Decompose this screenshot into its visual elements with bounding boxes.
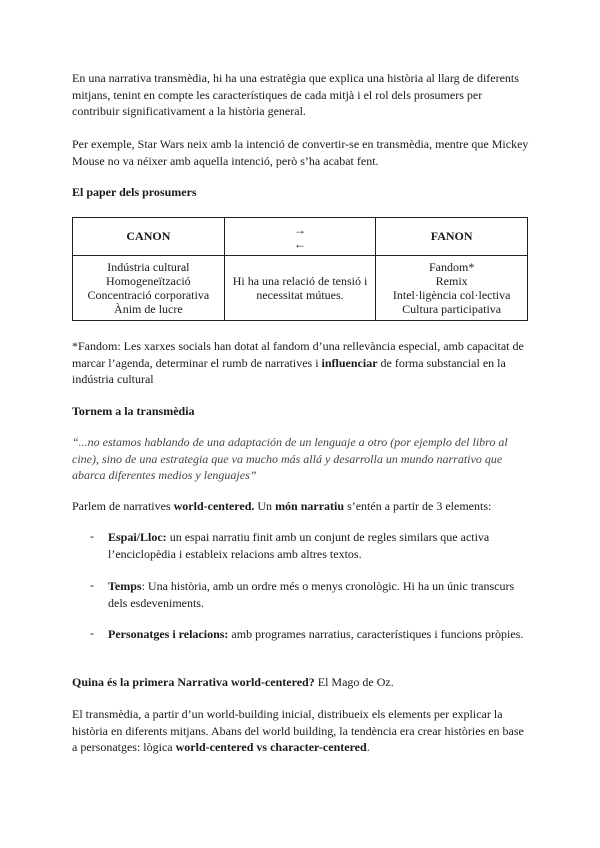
list-item-espai: - Espai/Lloc: un espai narratiu finit amb un conjunt de regles similars que activa l’enciclopèdia i estableix relacions amb altres textos. [90, 529, 490, 561]
first-narrative-question: Quina és la primera Narrativa world-centered? El Mago de Oz. [72, 675, 394, 689]
arrow-right-icon: → [294, 222, 307, 237]
list-item: Indústria cultural [107, 260, 190, 274]
table-cell-relation: Hi ha una relació de tensió i necessitat mútues. [224, 256, 376, 321]
section-heading-transmedia: Tornem a la transmèdia [72, 404, 195, 418]
canon-fanon-table [72, 217, 528, 321]
list-item-personatges: - Personatges i relacions: amb programes narratius, característiques i funcions pròpies. [90, 626, 524, 641]
list-item: Fandom* [428, 260, 475, 274]
table-head-fanon: FANON [376, 218, 528, 256]
closing-paragraph: El transmèdia, a partir d’un world-building inicial, distribueix els elements per explicar la història en diferents mitjans. Abans del world building, la tendència era crear històries en base a personatges: lògica world-centered vs character-centered. [72, 707, 524, 754]
arrow-left-icon: ← [294, 236, 307, 251]
list-item: Homogeneïtzació [106, 274, 191, 288]
list-item: Cultura participativa [402, 302, 502, 316]
intro-paragraph-1: En una narrativa transmèdia, hi ha una estratègia que explica una història al llarg de diferents mitjans, tenint en compte les característiques de cada mitjà i el rol dels prosumers per contribuir significativament a la història general. [72, 71, 519, 118]
intro-paragraph-2: Per exemple, Star Wars neix amb la intenció de convertir-se en transmèdia, mentre que Mickey Mouse no va néixer amb aquella intenció, però s’ha acabat fent. [72, 137, 529, 168]
world-centered-paragraph: Parlem de narratives world-centered. Un món narratiu s’entén a partir de 3 elements: [72, 499, 492, 513]
table-cell-fanon-list [376, 256, 528, 321]
table-head-arrows [224, 218, 376, 256]
list-item-temps: - Temps: Una història, amb un ordre més o menys cronològic. Hi ha un únic transcurs dels esdeveniments. [90, 578, 515, 610]
list-item: Ànim de lucre [114, 302, 183, 316]
list-item: Concentració corporativa [87, 288, 210, 302]
list-item: Intel·ligència col·lectiva [392, 288, 511, 302]
table-cell-canon-list [73, 256, 225, 321]
section-heading-prosumers: El paper dels prosumers [72, 185, 197, 199]
list-item: Remix [435, 274, 468, 288]
fandom-footnote: *Fandom: Les xarxes socials han dotat al fandom d’una rellevància especial, amb capacitat de marcar l’agenda, determinar el rumb de narratives i influenciar de forma substancial en la indústria cultural [72, 339, 524, 386]
table-head-canon: CANON [73, 218, 225, 256]
quote-block: “...no estamos hablando de una adaptación de un lenguaje a otro (por ejemplo del libro al cine), sino de una estrategia que va mucho más allá y desarrolla un mundo narrativo que abarca diferentes medios y lenguajes” [72, 435, 508, 482]
